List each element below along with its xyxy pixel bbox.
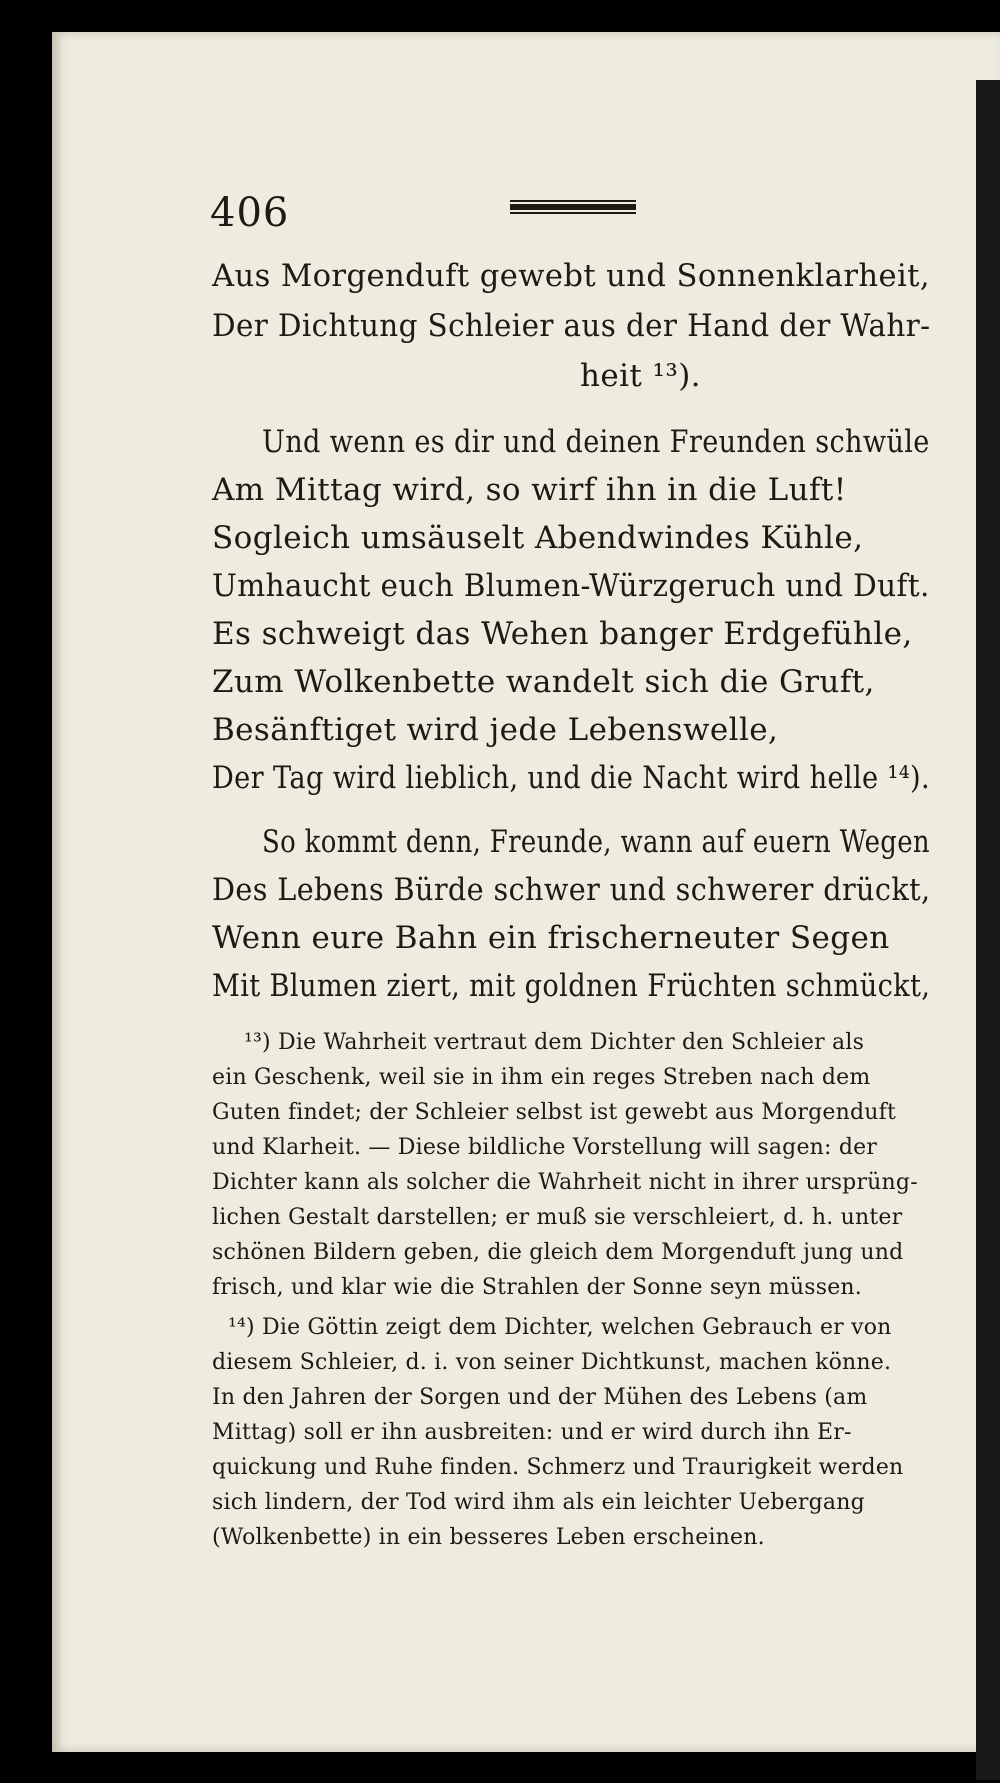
verse-line: Des Lebens Bürde schwer und schwerer drückt, (212, 872, 931, 908)
footnote-line: Mittag) soll er ihn ausbreiten: und er wird durch ihn Er- (212, 1420, 852, 1445)
verse-line: So kommt denn, Freunde, wann auf euern Wegen (262, 824, 930, 860)
footnote-line: ¹⁴) Die Göttin zeigt dem Dichter, welchen Gebrauch er von (228, 1315, 892, 1340)
verse-line: Der Tag wird lieblich, und die Nacht wird helle ¹⁴). (212, 760, 930, 796)
verse-line: Sogleich umsäuselt Abendwindes Kühle, (212, 520, 864, 556)
footnote-line: frisch, und klar wie die Strahlen der Sonne seyn müssen. (212, 1275, 862, 1300)
verse-line: Und wenn es dir und deinen Freunden schwüle (262, 424, 930, 460)
footnote-line: ¹³) Die Wahrheit vertraut dem Dichter den Schleier als (244, 1030, 865, 1055)
page-edge-shadow (976, 80, 1000, 1780)
footnote-line: diesem Schleier, d. i. von seiner Dichtkunst, machen könne. (212, 1350, 892, 1375)
footnote-line: In den Jahren der Sorgen und der Mühen des Lebens (am (212, 1385, 868, 1410)
footnote-line: schönen Bildern geben, die gleich dem Morgenduft jung und (212, 1240, 904, 1265)
verse-line: Umhaucht euch Blumen-Würzgeruch und Duft. (212, 568, 930, 604)
verse-line: Es schweigt das Wehen banger Erdgefühle, (212, 616, 913, 652)
verse-line: Aus Morgenduft gewebt und Sonnenklarheit, (212, 258, 931, 294)
footnote-line: Guten findet; der Schleier selbst ist gewebt aus Morgenduft (212, 1100, 897, 1125)
verse-line: Der Dichtung Schleier aus der Hand der Wahr- (212, 308, 931, 344)
verse-line: Wenn eure Bahn ein frischerneuter Segen (212, 920, 890, 956)
verse-line: Am Mittag wird, so wirf ihn in die Luft! (212, 472, 847, 508)
footnote-line: (Wolkenbette) in ein besseres Leben erscheinen. (212, 1525, 765, 1550)
footnote-line: und Klarheit. — Diese bildliche Vorstellung will sagen: der (212, 1135, 878, 1160)
footnote-line: ein Geschenk, weil sie in ihm ein reges Streben nach dem (212, 1065, 871, 1090)
footnote-line: sich lindern, der Tod wird ihm als ein leichter Uebergang (212, 1490, 865, 1515)
footnote-line: Dichter kann als solcher die Wahrheit nicht in ihrer ursprüng- (212, 1170, 918, 1195)
verse-line: Mit Blumen ziert, mit goldnen Früchten schmückt, (212, 968, 931, 1004)
verse-line: Zum Wolkenbette wandelt sich die Gruft, (212, 664, 875, 700)
footnote-line: lichen Gestalt darstellen; er muß sie verschleiert, d. h. unter (212, 1205, 903, 1230)
header-rule-ornament (510, 200, 636, 214)
footnote-line: quickung und Ruhe finden. Schmerz und Traurigkeit werden (212, 1455, 904, 1480)
verse-line: heit ¹³). (580, 358, 701, 394)
verse-line: Besänftiget wird jede Lebenswelle, (212, 712, 779, 748)
page-number: 406 (210, 190, 290, 236)
